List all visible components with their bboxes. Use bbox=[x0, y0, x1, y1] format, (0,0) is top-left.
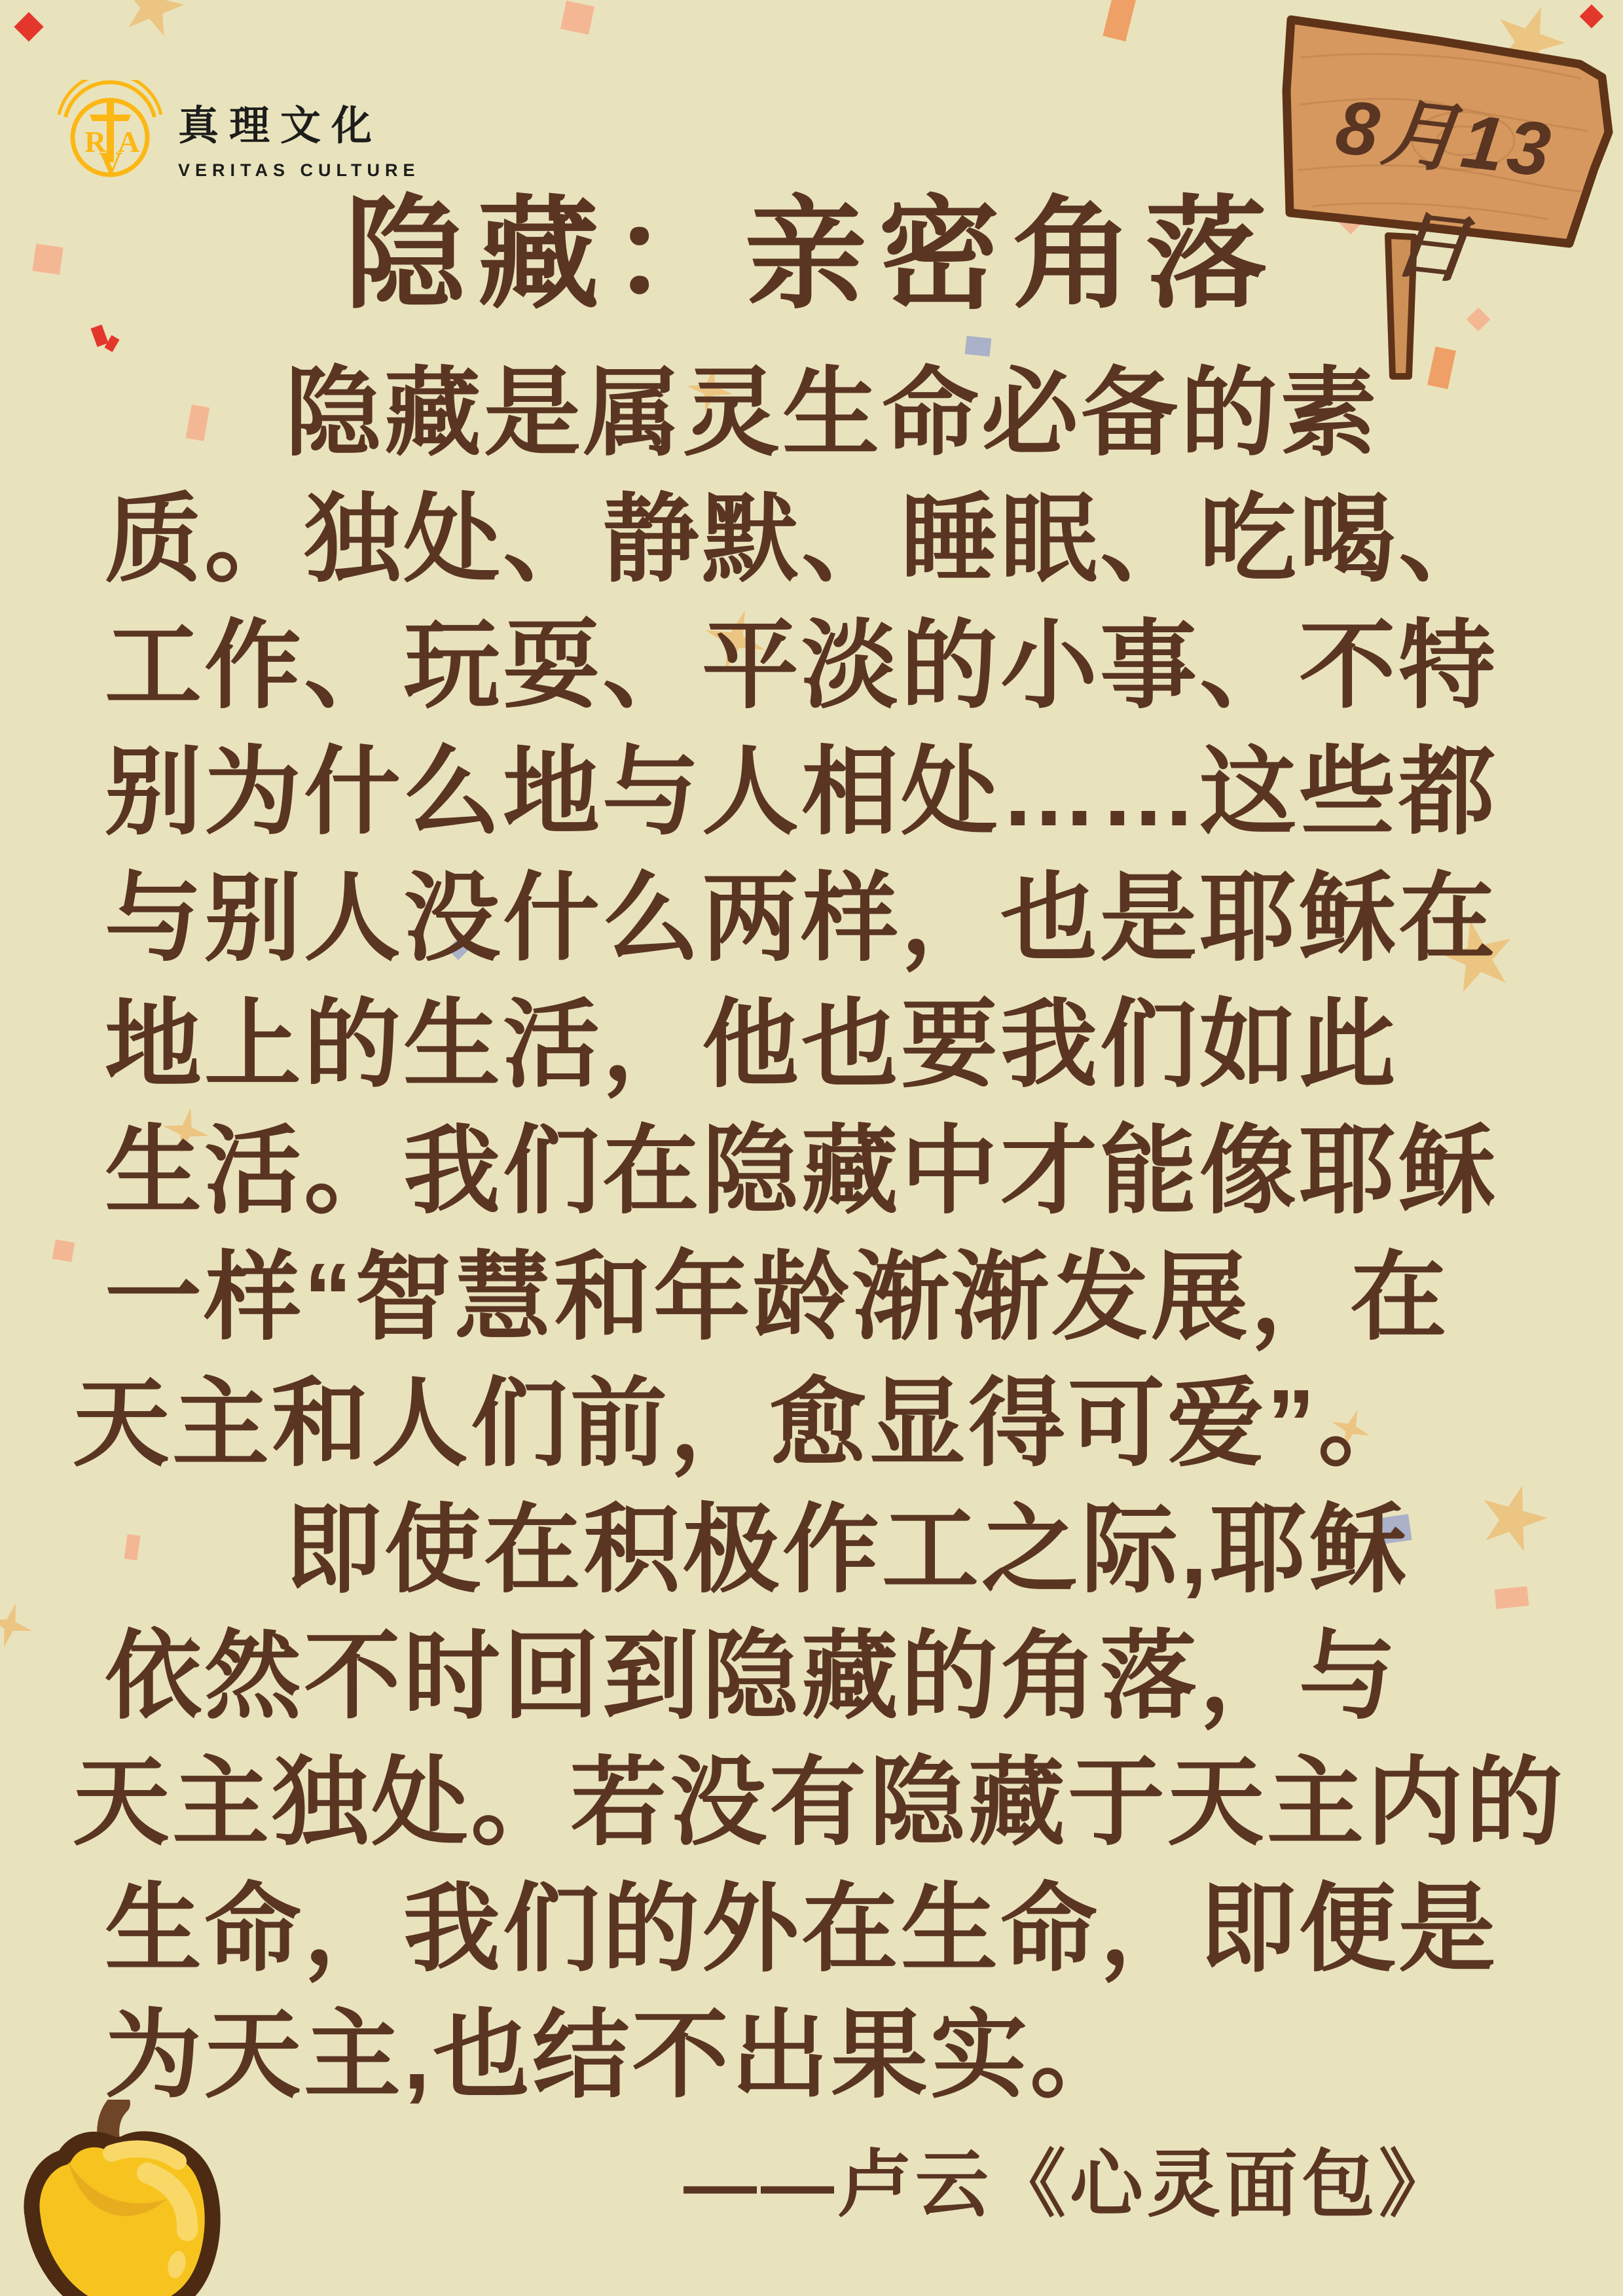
text-line: 即使在积极作工之际,耶稣 bbox=[285, 1496, 1410, 1604]
confetti-star-icon bbox=[0, 1597, 38, 1653]
text-line: 生命，我们的外在生命，即便是 bbox=[105, 1875, 1498, 1983]
confetti-star-icon bbox=[115, 0, 191, 45]
text-line: 质。独处、静默、睡眠、吃喝、 bbox=[105, 486, 1498, 594]
text-line: 天主和人们前，愈显得可爱”。 bbox=[73, 1370, 1417, 1478]
text-line: 为天主,也结不出果实。 bbox=[105, 2001, 1130, 2109]
text-line: 隐藏是属灵生命必备的素 bbox=[285, 359, 1379, 467]
logo-name-cn: 真理文化 bbox=[178, 103, 383, 149]
attribution: ——卢云《心灵面包》 bbox=[684, 2144, 1456, 2225]
text-line: 与别人没什么两样，也是耶稣在 bbox=[105, 865, 1498, 973]
monogram-letter-a: A bbox=[118, 125, 140, 158]
monogram-letter-v: V bbox=[99, 145, 123, 181]
text-line: 依然不时回到隐藏的角落，与 bbox=[105, 1623, 1398, 1731]
page-title: 隐藏：亲密角落 bbox=[344, 187, 1279, 323]
text-line: 一样“智慧和年龄渐渐发展，在 bbox=[105, 1244, 1450, 1352]
text-line: 工作、玩耍、平淡的小事、不特 bbox=[105, 612, 1498, 720]
text-line: 别为什么地与人相处……这些都 bbox=[105, 738, 1498, 846]
text-line: 生活。我们在隐藏中才能像耶稣 bbox=[105, 1117, 1498, 1225]
monogram-letter-r: R bbox=[84, 125, 107, 158]
text-line: 地上的生活，他也要我们如此 bbox=[105, 991, 1398, 1099]
fruit-icon bbox=[13, 2100, 229, 2296]
body-text bbox=[69, 350, 1571, 2119]
date-label: 8月13日 bbox=[1332, 84, 1559, 294]
text-lines bbox=[69, 350, 1571, 2119]
logo-name-en: VERITAS CULTURE bbox=[178, 160, 420, 180]
confetti-square-icon bbox=[560, 1, 594, 35]
text-line: 天主独处。若没有隐藏于天主内的 bbox=[73, 1749, 1565, 1857]
confetti-diamond-icon bbox=[14, 12, 43, 41]
confetti-rect-icon bbox=[1103, 0, 1136, 41]
